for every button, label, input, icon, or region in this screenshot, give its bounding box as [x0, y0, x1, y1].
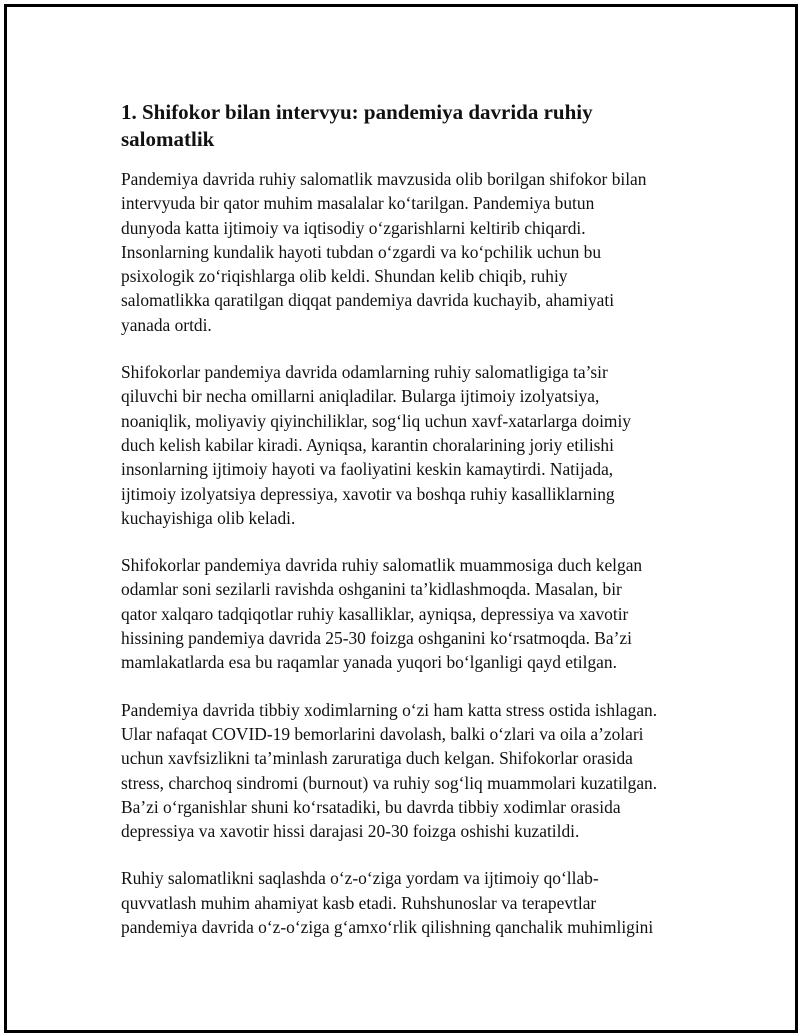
text-line: qator xalqaro tadqiqotlar ruhiy kasalliklar, ayniqsa, depressiya va xavotir [121, 603, 629, 624]
text-line: quvvatlash muhim ahamiyat kasb etadi. Ruhshunoslar va terapevtlar [121, 892, 597, 913]
page-border [4, 4, 798, 1033]
text-line: hissining pandemiya davrida 25-30 foizga oshganini ko‘rsatmoqda. Ba’zi [121, 628, 632, 649]
text-line: ijtimoiy izolyatsiya depressiya, xavotir va boshqa ruhiy kasalliklarning [121, 483, 615, 504]
text-line: pandemiya davrida o‘z-o‘ziga g‘amxo‘rlik qilishning qanchalik muhimligini [121, 917, 654, 938]
text-line: psixologik zo‘riqishlarga olib keldi. Shundan kelib chiqib, ruhiy [121, 266, 568, 287]
text-line: Shifokorlar pandemiya davrida odamlarning ruhiy salomatligiga ta’sir [121, 362, 608, 383]
paragraph-4 [121, 698, 693, 844]
text-line: Insonlarning kundalik hayoti tubdan o‘zgardi va ko‘pchilik uchun bu [121, 241, 602, 262]
paragraph-5 [121, 866, 693, 939]
text-line: yanada ortdi. [121, 314, 212, 335]
paragraph-3 [121, 553, 693, 674]
text-line: duch kelish kabilar kiradi. Ayniqsa, karantin choralarining joriy etilishi [121, 434, 614, 455]
text-line: dunyoda katta ijtimoiy va iqtisodiy o‘zgarishlarni keltirib chiqardi. [121, 217, 586, 238]
text-line: salomatlikka qaratilgan diqqat pandemiya davrida kuchayib, ahamiyati [121, 290, 615, 311]
text-line: Ruhiy salomatlikni saqlashda o‘z-o‘ziga yordam va ijtimoiy qo‘llab- [121, 868, 599, 889]
text-line: odamlar soni sezilarli ravishda oshganini ta’kidlashmoqda. Masalan, bir [121, 579, 622, 600]
text-line: mamlakatlarda esa bu raqamlar yanada yuqori bo‘lganligi qayd etilgan. [121, 652, 617, 673]
text-line: qiluvchi bir necha omillarni aniqladilar. Bularga ijtimoiy izolyatsiya, [121, 386, 600, 407]
section-heading [121, 99, 693, 153]
heading-line: 1. Shifokor bilan intervyu: pandemiya davrida ruhiy [121, 100, 593, 124]
paragraph-2 [121, 360, 693, 530]
text-line: kuchayishiga olib keladi. [121, 507, 296, 528]
text-line: Shifokorlar pandemiya davrida ruhiy salomatlik muammosiga duch kelgan [121, 555, 643, 576]
text-line: noaniqlik, moliyaviy qiyinchiliklar, sog‘liq uchun xavf-xatarlarga doimiy [121, 410, 631, 431]
text-line: Pandemiya davrida ruhiy salomatlik mavzusida olib borilgan shifokor bilan [121, 169, 647, 189]
text-line: depressiya va xavotir hissi darajasi 20-30 foizga oshishi kuzatildi. [121, 821, 580, 842]
text-line: uchun xavfsizlikni ta’minlash zaruratiga duch kelgan. Shifokorlar orasida [121, 748, 633, 769]
heading-line: salomatlik [121, 127, 215, 151]
text-line: stress, charchoq sindromi (burnout) va ruhiy sog‘liq muammolari kuzatilgan. [121, 772, 658, 793]
document-body [121, 99, 693, 962]
text-line: Ba’zi o‘rganishlar shuni ko‘rsatadiki, bu davrda tibbiy xodimlar orasida [121, 796, 621, 817]
text-line: intervyuda bir qator muhim masalalar ko‘tarilgan. Pandemiya butun [121, 193, 595, 214]
text-line: Pandemiya davrida tibbiy xodimlarning o‘zi ham katta stress ostida ishlagan. [121, 699, 658, 720]
text-line: insonlarning ijtimoiy hayoti va faoliyatini keskin kamaytirdi. Natijada, [121, 459, 614, 480]
text-line: Ular nafaqat COVID-19 bemorlarini davolash, balki o‘zlari va oila a’zolari [121, 723, 644, 744]
paragraph-1 [121, 167, 693, 337]
